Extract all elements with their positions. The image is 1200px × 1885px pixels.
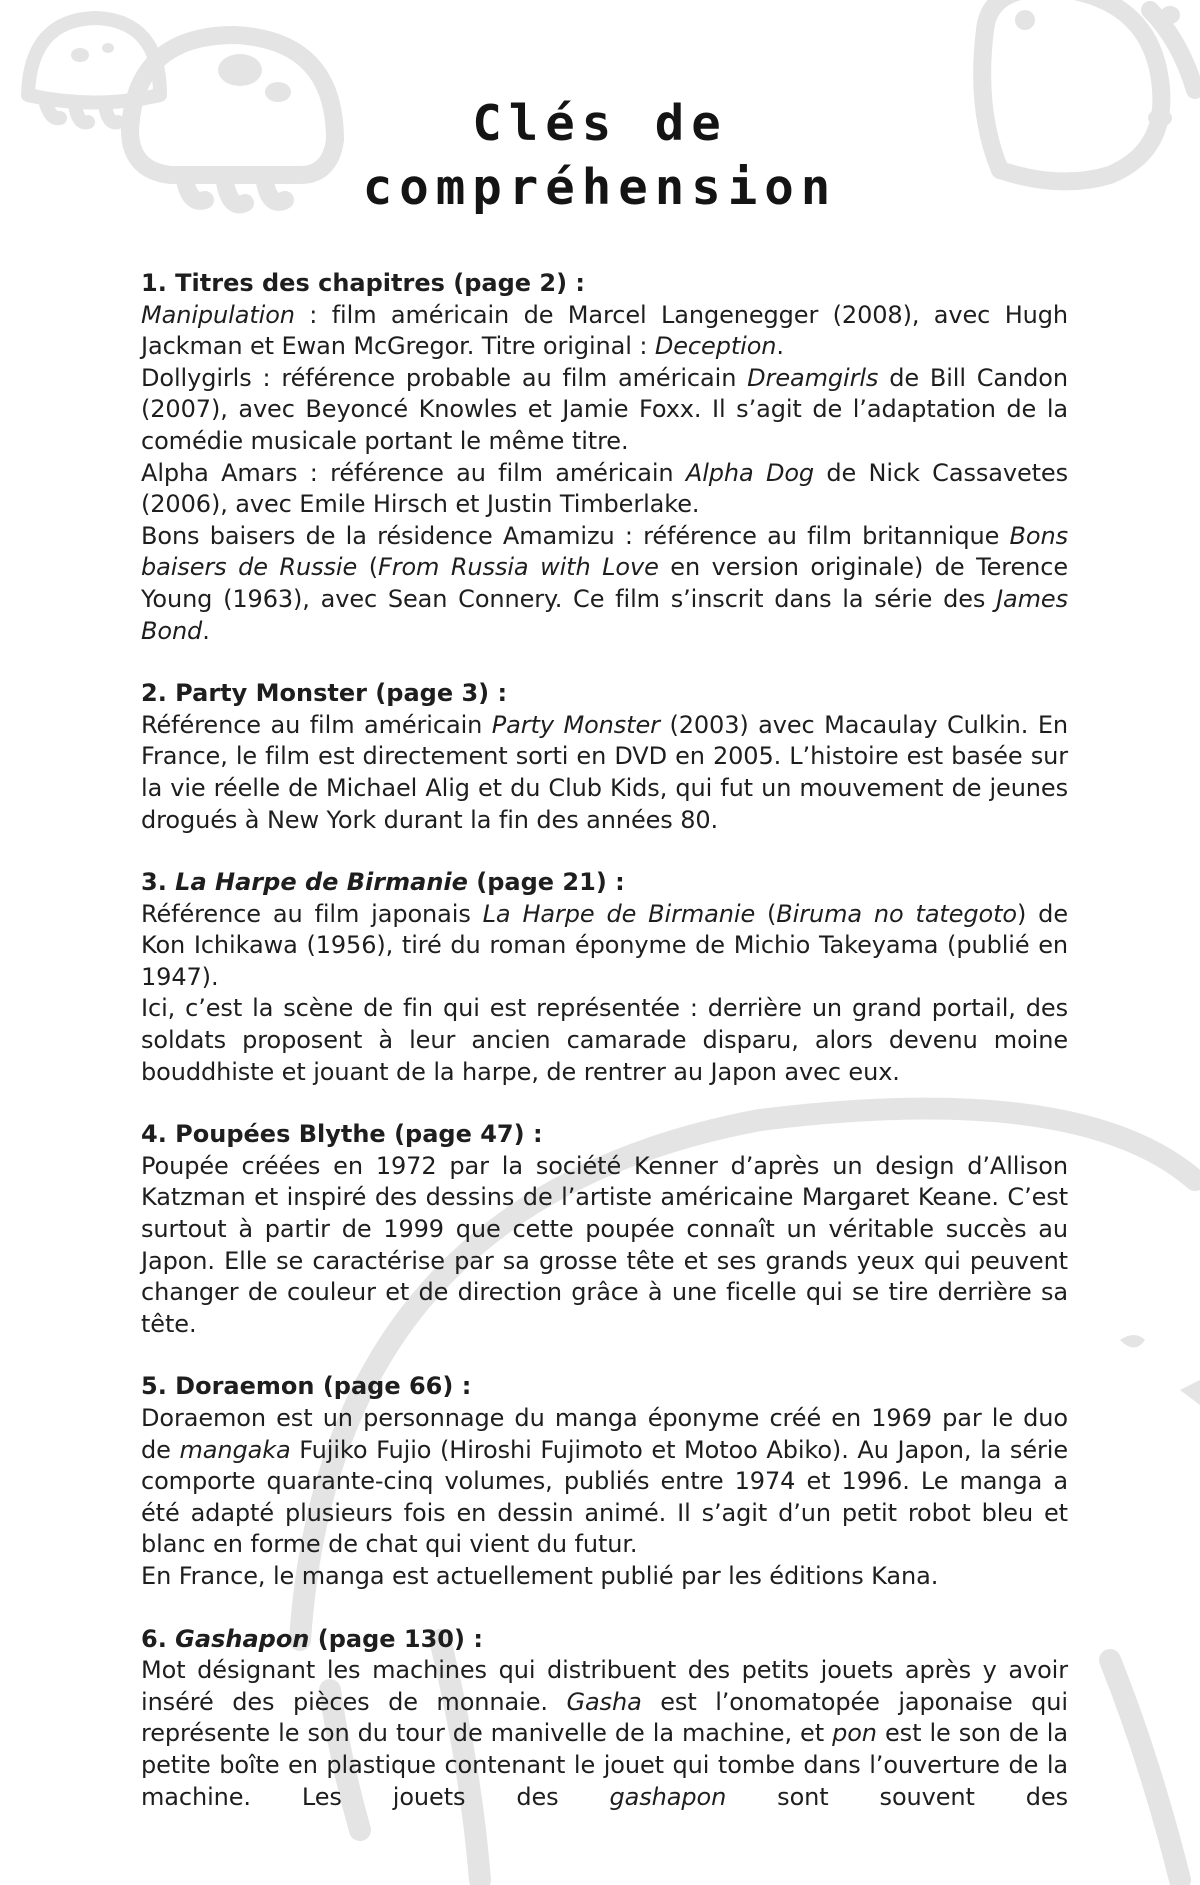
section-heading: 2. Party Monster (page 3) : [141,679,508,708]
section-paragraph [141,363,1068,458]
text-run: est l’onomatopée japonaise qui représente le son du tour de manivelle de la machine, et [141,1687,1068,1748]
section-paragraph [141,458,1068,521]
section-paragraph [141,993,1068,1088]
text-run: Alpha Amars : référence au film américain [141,458,686,487]
section-paragraph [141,521,1068,647]
glossary-section-3 [141,867,1068,1088]
text-run: ) de Kon Ichikawa (1956), tiré du roman éponyme de Michio Takeyama (publié en 1947). [141,899,1068,991]
text-run: En France, le manga est actuellement publié par les éditions Kana. [141,1561,939,1590]
glossary-section-6 [141,1624,1068,1814]
text-run: . [202,616,210,645]
text-run: ( [357,553,378,582]
title-line-1: Clés de [472,95,728,152]
text-run: (2003) avec Macaulay Culkin. En France, le film est directement sorti en DVD en 2005. L’histoire est basée sur la vie réelle de Michael Alig et du Club Kids, qui fut un mouvement de jeunes drogués à New York durant la fin des années 80. [141,710,1069,834]
italic-text: Alpha Dog [685,458,815,487]
section-paragraph [141,1655,1068,1813]
italic-text: James Bond [141,584,1068,645]
italic-text: La Harpe de Birmanie [482,899,756,928]
italic-text: Manipulation [141,300,295,329]
glossary-section-4 [141,1119,1068,1340]
text-run: Bons baisers de la résidence Amamizu : référence au film britannique [141,521,1010,550]
italic-text: Deception [654,332,777,361]
section-paragraph [141,899,1068,994]
text-run: . [776,332,784,361]
section-paragraph [141,710,1068,836]
section-paragraph [141,300,1068,363]
text-run: sont souvent des [726,1782,1068,1811]
section-heading: 1. Titres des chapitres (page 2) : [141,269,586,297]
section-paragraph [141,1151,1068,1341]
section-paragraph [141,1561,1068,1593]
text-run: Référence au film américain [141,710,492,739]
italic-text: Dreamgirls [747,363,879,392]
text-run: en version originale) de Terence Young (1963), avec Sean Connery. Ce film s’inscrit dans la série des [141,553,1069,613]
text-run: Dollygirls : référence probable au film américain [141,363,748,392]
text-run: Mot désignant les machines qui distribuent des petits jouets après y avoir inséré des pièces de monnaie. [141,1656,1068,1716]
section-heading [141,1624,1068,1656]
italic-text: Gashapon [175,1624,310,1653]
text-run: 3. [141,868,176,897]
section-heading: 4. Poupées Blythe (page 47) : [141,1120,543,1149]
text-run: (page 130) : [309,1624,483,1653]
section-paragraph [141,1403,1068,1561]
text-run: Ici, c’est la scène de fin qui est représentée : derrière un grand portail, des soldats proposent à leur ancien camarade disparu, alors devenu moine bouddhiste et jouant de la harpe, de rentrer au Japon avec eux. [141,994,1068,1086]
section-heading: 5. Doraemon (page 66) : [141,1372,472,1401]
text-run: Poupée créées en 1972 par la société Kenner d’après un design d’Allison Katzman et inspiré des dessins de l’artiste américaine Margaret Keane. C’est surtout à partir de 1999 que cette poupée connaît un véritable succès au Japon. Elle se caractérise par sa grosse tête et ses grands yeux qui peuvent changer de couleur et de direction grâce à une ficelle qui se tire derrière sa tête. [141,1151,1068,1338]
italic-text: mangaka [179,1435,291,1464]
italic-text: La Harpe de Birmanie [175,868,468,897]
italic-text: pon [832,1719,877,1748]
italic-text: Biruma no tategoto [776,899,1018,928]
italic-text: Gasha [566,1687,642,1716]
text-run: Fujiko Fujio (Hiroshi Fujimoto et Motoo Abiko). Au Japon, la série comporte quarante-cinq volumes, publiés entre 1974 et 1996. Le manga a été adapté plusieurs fois en dessin animé. Il s’agit d’un petit robot bleu et blanc en forme de chat qui vient du futur. [141,1435,1068,1559]
italic-text: From Russia with Love [377,553,659,582]
glossary-content [141,268,1068,1844]
text-run: est le son de la petite boîte en plastique contenant le jouet qui tombe dans l’ouverture de la machine. Les jouets des [141,1719,1068,1811]
page-title [0,92,1200,220]
title-line-2: compréhension [362,159,838,216]
text-run: (page 21) : [467,868,625,897]
italic-text: gashapon [609,1782,727,1811]
glossary-section-1 [141,268,1068,647]
italic-text: Bons baisers de Russie [141,521,1068,582]
text-run: de Bill Candon (2007), avec Beyoncé Knowles et Jamie Foxx. Il s’agit de l’adaptation de la comédie musicale portant le même titre. [141,363,1068,455]
section-heading [141,867,1068,899]
glossary-section-5 [141,1371,1068,1592]
italic-text: Party Monster [491,710,660,739]
text-run: Doraemon est un personnage du manga éponyme créé en 1969 par le duo de [141,1404,1068,1464]
text-run: Référence au film japonais [141,899,483,928]
glossary-section-2 [141,678,1068,836]
text-run: de Nick Cassavetes (2006), avec Emile Hirsch et Justin Timberlake. [141,458,1069,519]
text-run: ( [755,899,777,928]
text-run: 6. [141,1624,176,1653]
text-run: : film américain de Marcel Langenegger (2008), avec Hugh Jackman et Ewan McGregor. Titre original : [141,300,1068,361]
